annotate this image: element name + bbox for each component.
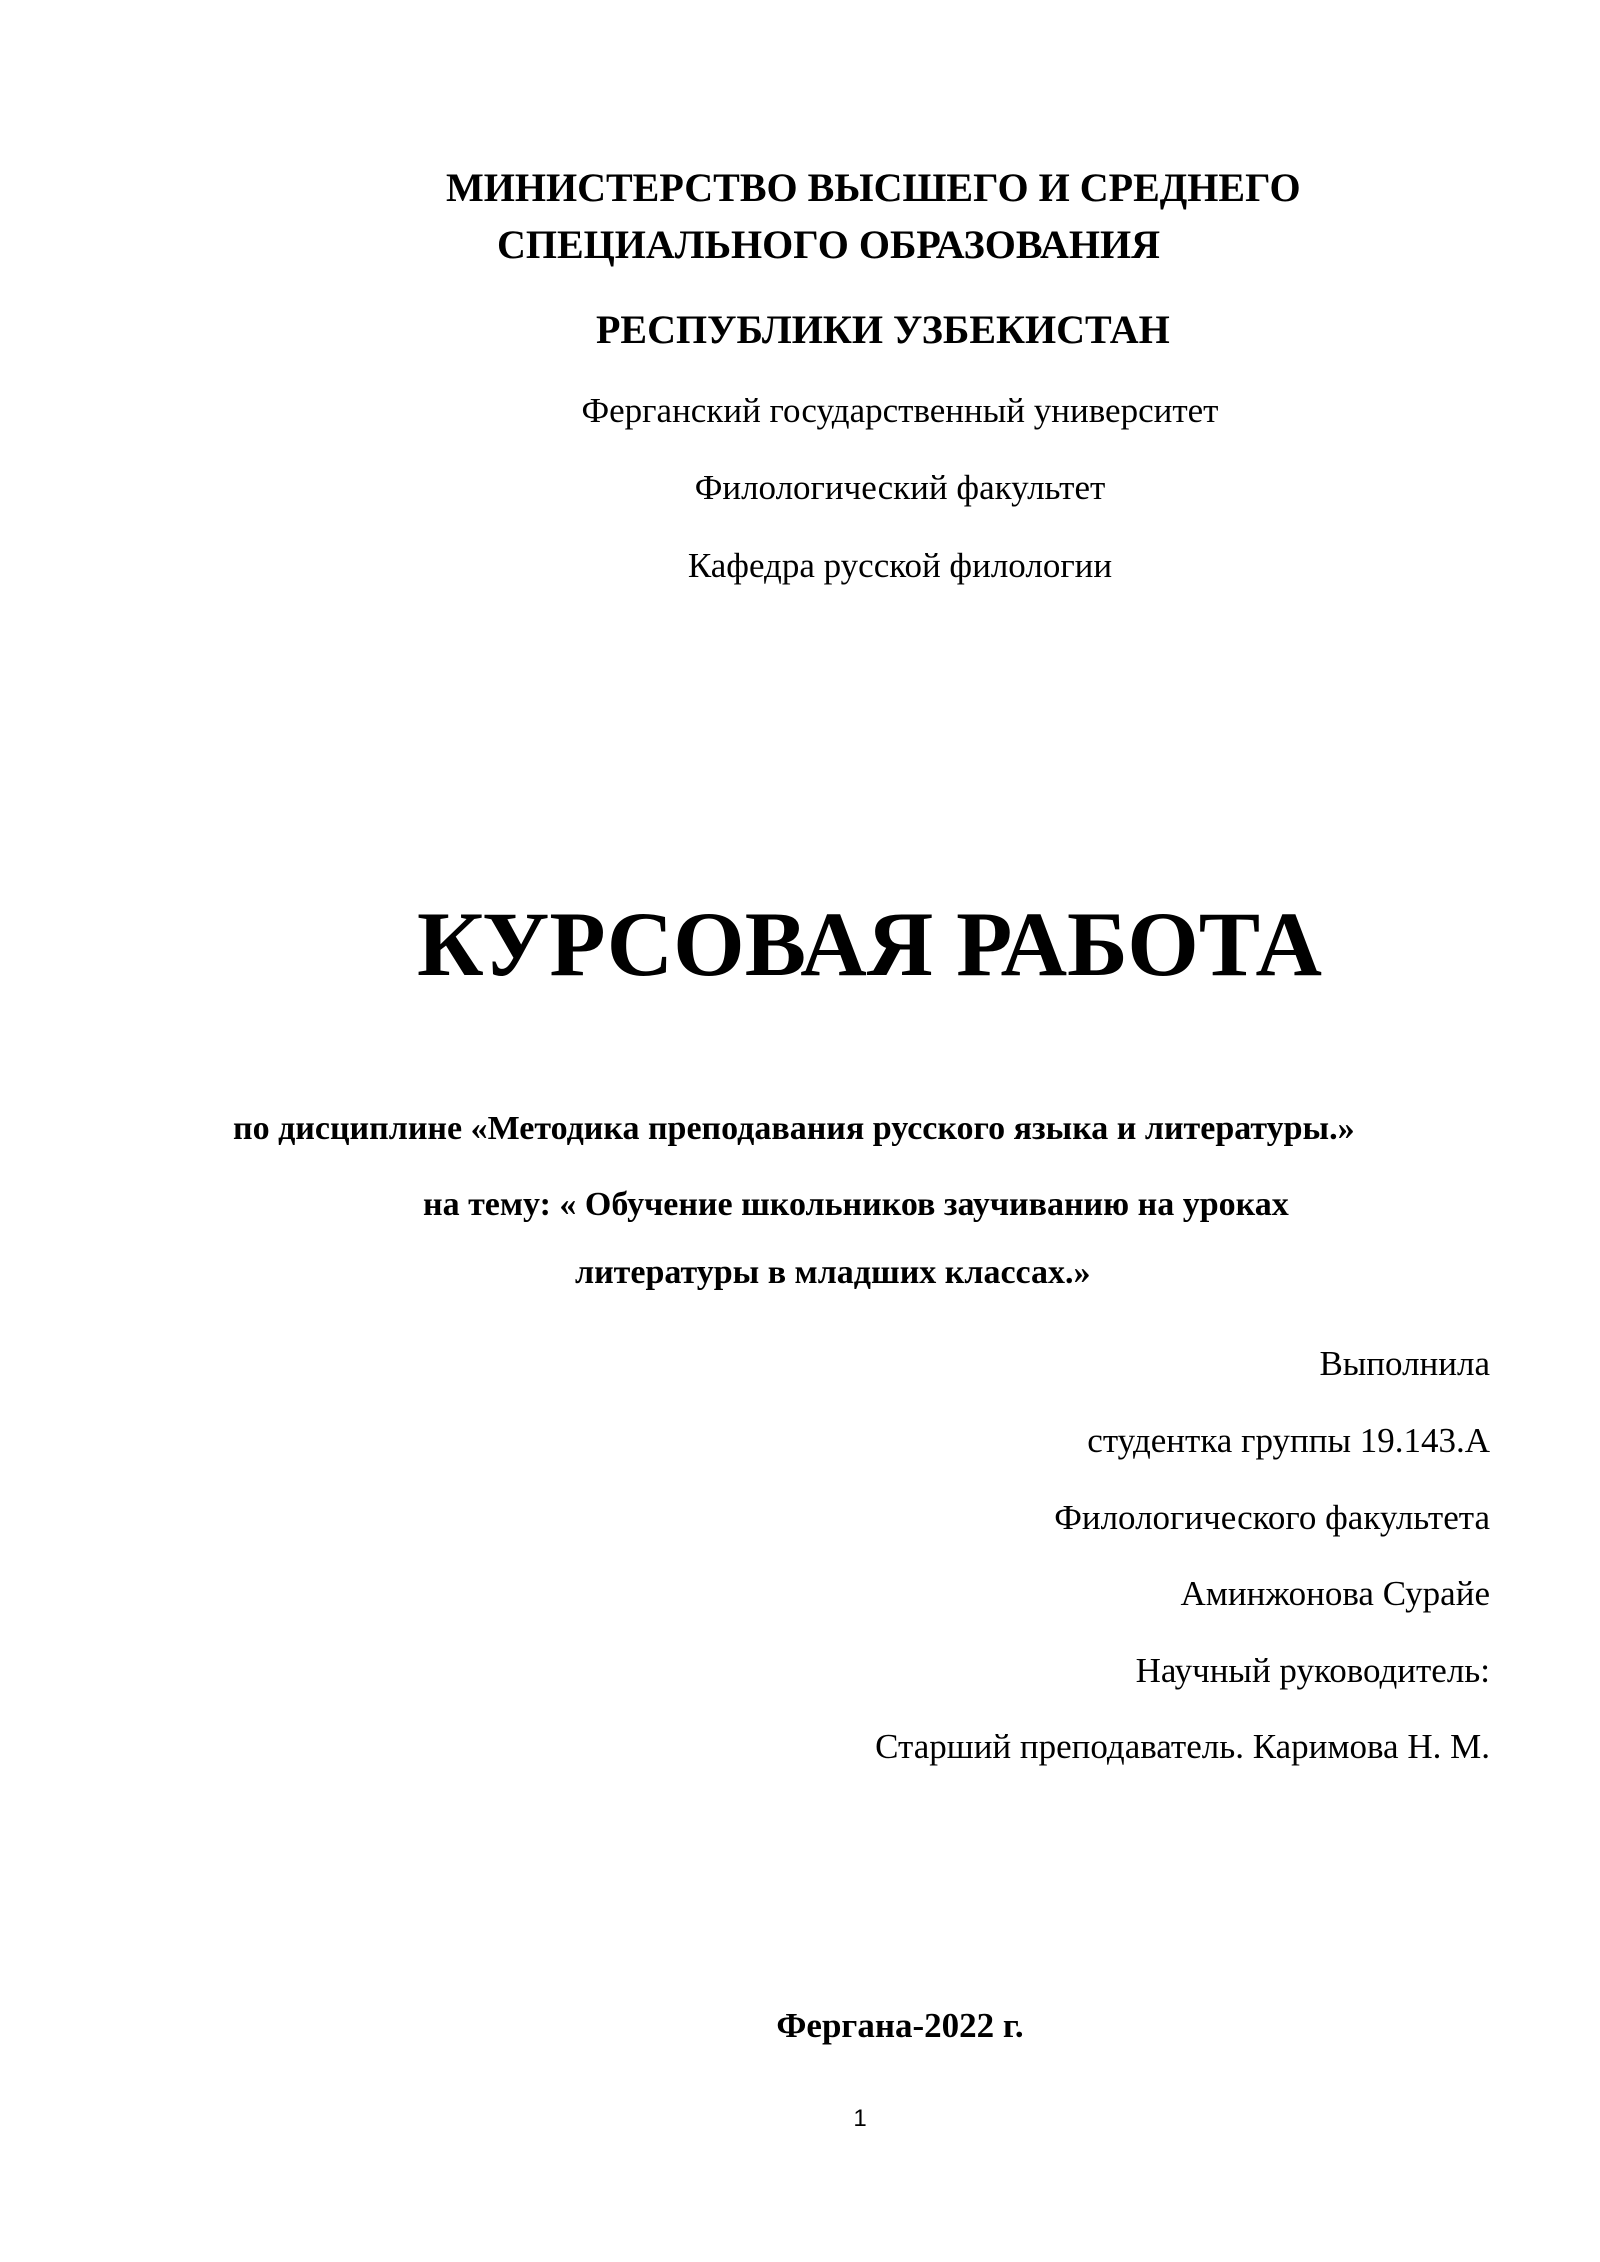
document-title: КУРСОВАЯ РАБОТА bbox=[417, 893, 1322, 995]
ministry-line-2: СПЕЦИАЛЬНОГО ОБРАЗОВАНИЯ bbox=[497, 222, 1160, 267]
ministry-line-1: МИНИСТЕРСТВО ВЫСШЕГО И СРЕДНЕГО bbox=[446, 165, 1301, 210]
discipline-line: по дисциплине «Методика преподавания русского языка и литературы.» bbox=[233, 1110, 1355, 1147]
faculty-name: Филологический факультет bbox=[694, 468, 1106, 507]
university-name: Ферганский государственный университет bbox=[581, 391, 1219, 430]
topic-line-2: литературы в младших классах.» bbox=[575, 1254, 1091, 1291]
topic-line-1: на тему: « Обучение школьников заучиванию на уроках bbox=[423, 1186, 1289, 1223]
city-year: Фергана-2022 г. bbox=[776, 2006, 1024, 2045]
department-name: Кафедра русской филологии bbox=[687, 546, 1113, 585]
page-number: 1 bbox=[853, 2105, 867, 2132]
author-faculty: Филологического факультета bbox=[1054, 1498, 1490, 1537]
republic-line: РЕСПУБЛИКИ УЗБЕКИСТАН bbox=[596, 307, 1170, 352]
supervisor-label: Научный руководитель: bbox=[1135, 1651, 1490, 1690]
performed-by-label: Выполнила bbox=[1319, 1344, 1490, 1383]
author-name: Аминжонова Сурайе bbox=[1180, 1574, 1490, 1613]
supervisor-name: Старший преподаватель. Каримова Н. М. bbox=[875, 1727, 1490, 1766]
student-group: студентка группы 19.143.А bbox=[1087, 1421, 1490, 1460]
